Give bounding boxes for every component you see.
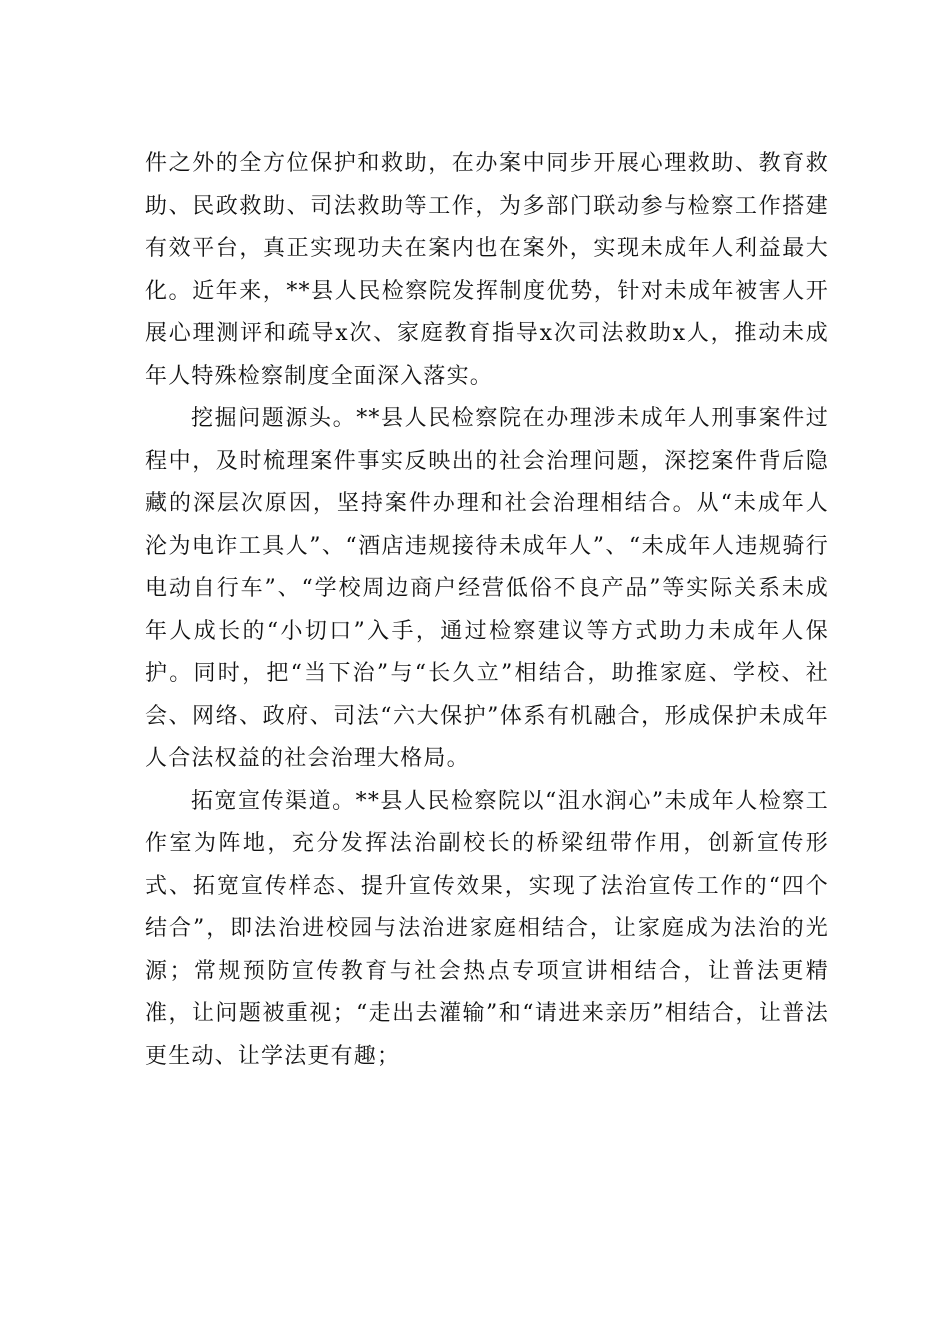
paragraph-problem-source: 挖掘问题源头。**县人民检察院在办理涉未成年人刑事案件过程中，及时梳理案件事实反映出的社会治理问题，深挖案件背后隐藏的深层次原因，坚持案件办理和社会治理相结合。从“未成年人沦为电诈工具人”、“酒店违规接待未成年人”、“未成年人违规骑行电动自行车”、“学校周边商户经营低俗不良产品”等实际关系未成年人成长的“小切口”入手，通过检察建议等方式助力未成年人保护。同时，把“当下治”与“长久立”相结合，助推家庭、学校、社会、网络、政府、司法“六大保护”体系有机融合，形成保护未成年人合法权益的社会治理大格局。 [145, 406, 829, 771]
paragraph-continuation: 件之外的全方位保护和救助，在办案中同步开展心理救助、教育救助、民政救助、司法救助等工作，为多部门联动参与检察工作搭建有效平台，真正实现功夫在案内也在案外，实现未成年人利益最大化。近年来，**县人民检察院发挥制度优势，针对未成年被害人开展心理测评和疏导x次、家庭教育指导x次司法救助x人，推动未成年人特殊检察制度全面深入落实。 [145, 151, 829, 389]
paragraph-publicity-channels: 拓宽宣传渠道。**县人民检察院以“沮水润心”未成年人检察工作室为阵地，充分发挥法治副校长的桥梁纽带作用，创新宣传形式、拓宽宣传样态、提升宣传效果，实现了法治宣传工作的“四个结合”，即法治进校园与法治进家庭相结合，让家庭成为法治的光源；常规预防宣传教育与社会热点专项宣讲相结合，让普法更精准，让问题被重视；“走出去灌输”和“请进来亲历”相结合，让普法更生动、让学法更有趣； [145, 788, 829, 1069]
document-body [145, 143, 829, 1078]
